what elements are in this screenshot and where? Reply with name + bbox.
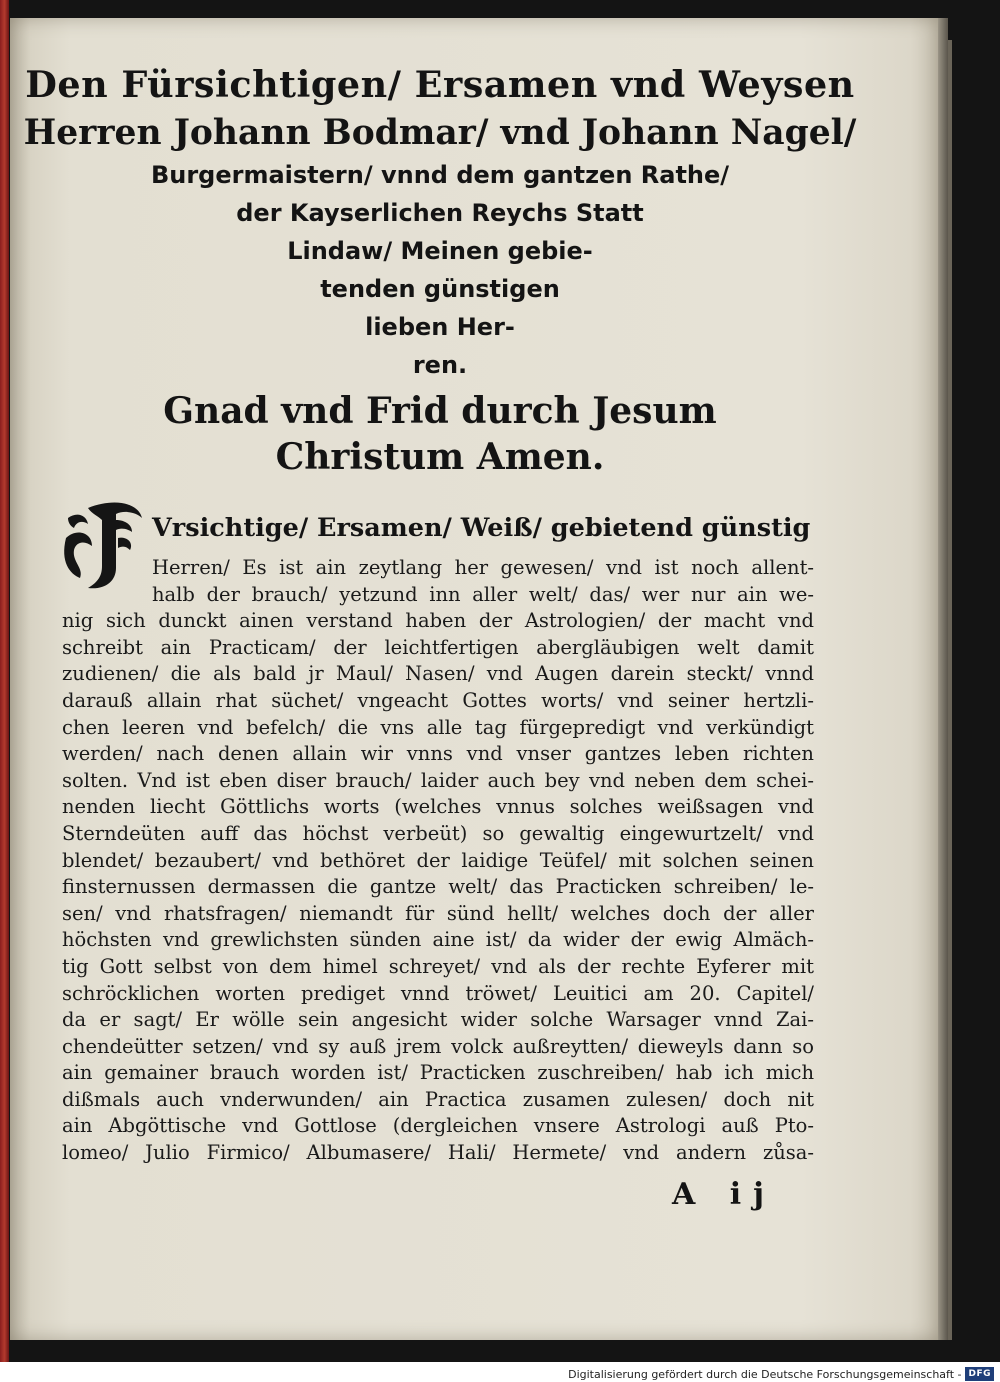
body-line: Sterndeüten auff das höchst verbeüt) so gewaltig eingewurtzelt/ vnd	[62, 821, 814, 845]
body-line: schreibt ain Practicam/ der leichtfertigen abergläubigen welt damit	[62, 635, 814, 659]
body-line: halb der brauch/ yetzund inn aller welt/ das/ wer nur ain we-	[152, 582, 814, 606]
body-line: Herren/ Es ist ain zeytlang her gewesen/ vnd ist noch allent-	[152, 556, 814, 579]
dedication-line: Burgermaistern/ vnnd dem gantzen Rathe/	[150, 161, 730, 189]
book-binding-edge	[0, 0, 9, 1362]
body-line: sen/ vnd rhatsfragen/ niemandt für sünd hellt/ welches doch der aller	[62, 901, 814, 925]
dedication-line: lieben Her-	[365, 313, 515, 341]
salutation-line: Gnad vnd Frid durch Jesum	[163, 390, 717, 432]
body-line: lomeo/ Julio Firmico/ Albumasere/ Hali/ Hermete/ vnd andern zůsa-	[62, 1141, 814, 1165]
body-line: darauß allain rhat süchet/ vngeacht Gottes worts/ vnd seiner hertzli-	[62, 688, 814, 712]
body-line: werden/ nach denen allain wir vnns vnd vnser gantzes leben richten	[62, 742, 814, 766]
body-line: da er sagt/ Er wölle sein angesicht wider solche Warsager vnnd Zai-	[62, 1008, 814, 1032]
body-text	[62, 555, 814, 1167]
dedication-line: Den Fürsichtigen/ Ersamen vnd Weysen	[25, 63, 855, 106]
body-line: nenden liecht Göttlichs worts (welches vnnus solches weißsagen vnd	[62, 795, 814, 819]
body-line: solten. Vnd ist eben diser brauch/ laider auch bey vnd neben dem schei-	[62, 768, 814, 792]
salutation-line: Christum Amen.	[275, 436, 605, 478]
dedication-line: Lindaw/ Meinen gebie-	[287, 237, 593, 265]
body-first-line: Vrsichtige/ Ersamen/ Weiß/ gebietend günstig	[152, 513, 811, 543]
page-fore-edge	[938, 18, 948, 1340]
body-line: chen leeren vnd befelch/ die vns alle tag fürgepredigt vnd verkündigt	[62, 715, 814, 739]
dedication-block	[20, 60, 860, 384]
body-line: tig Gott selbst von dem himel schreyet/ vnd als der rechte Eyferer mit	[62, 954, 814, 978]
body-line: ain Abgöttische vnd Gottlose (dergleichen vnsere Astrologi auß Pto-	[62, 1114, 814, 1138]
body-line: finsternussen dermassen die gantze welt/ das Practicken schreiben/ le-	[62, 875, 814, 899]
body-line: zudienen/ die als bald jr Maul/ Nasen/ vnd Augen darein steckt/ vnnd	[62, 662, 814, 686]
digitization-footer	[568, 1367, 994, 1381]
dedication-line: der Kayserlichen Reychs Statt	[236, 199, 644, 227]
body-line: nig sich dunckt ainen verstand haben der Astrologien/ der macht vnd	[62, 609, 814, 633]
dedication-line: tenden günstigen	[320, 275, 560, 303]
dfg-logo[interactable]: DFG	[965, 1367, 994, 1381]
signature-mark: A ij	[672, 1177, 776, 1212]
body-line: blendet/ bezaubert/ vnd bethöret der laidige Teüfel/ mit solchen seinen	[62, 848, 814, 872]
dedication-line: ren.	[412, 351, 468, 379]
body-line: ain gemainer brauch worden ist/ Practicken zuschreiben/ hab ich mich	[62, 1061, 814, 1085]
body-line: dißmals auch vnderwunden/ ain Practica zusamen zulesen/ doch nit	[62, 1087, 814, 1111]
body-line: chendeütter setzen/ vnd sy auß jrem volck außreytten/ dieweyls dann so	[62, 1034, 814, 1058]
dedication-line: Herren Johann Bodmar/ vnd Johann Nagel/	[23, 113, 857, 153]
footer-credit-text: Digitalisierung gefördert durch die Deutsche Forschungsgemeinschaft -	[568, 1367, 962, 1381]
body-line: schröcklichen worten prediget vnnd tröwet/ Leuitici am 20. Capitel/	[62, 981, 814, 1005]
page-fore-edge-shadow	[948, 40, 952, 1340]
body-line: höchsten vnd grewlichsten sünden aine ist/ da wider der ewig Almäch-	[62, 928, 814, 952]
salutation-block	[120, 388, 760, 480]
